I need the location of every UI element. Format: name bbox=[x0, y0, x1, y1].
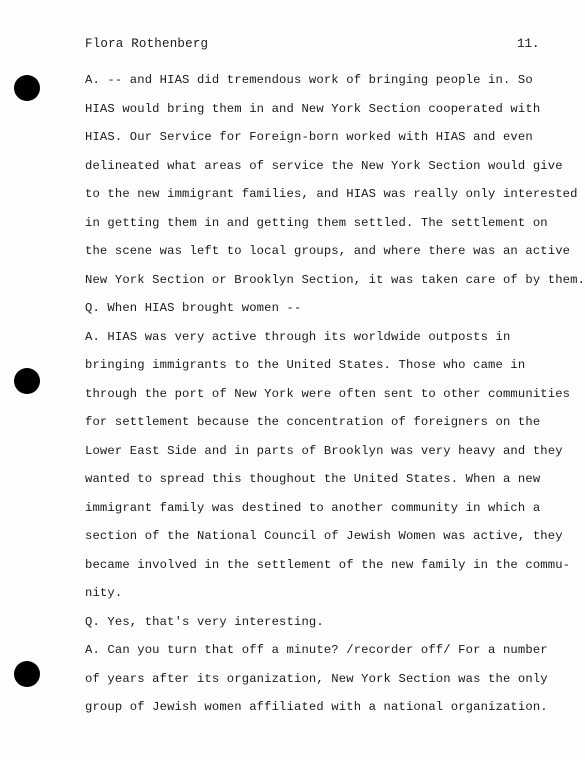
transcript-line: to the new immigrant families, and HIAS was really only interested bbox=[85, 187, 578, 201]
transcript-line: of years after its organization, New York Section was the only bbox=[85, 671, 548, 686]
transcript-line: became involved in the settlement of the new family in the commu- bbox=[85, 557, 571, 572]
transcript-line: delineated what areas of service the New York Section would give bbox=[85, 158, 563, 173]
transcript-line: A. -- and HIAS did tremendous work of bringing people in. So bbox=[85, 73, 533, 87]
transcript-line: bringing immigrants to the United States. Those who came in bbox=[85, 358, 526, 372]
transcript-line: A. HIAS was very active through its worldwide outposts in bbox=[85, 329, 511, 344]
transcript-line: wanted to spread this thoughout the United States. When a new bbox=[85, 472, 541, 486]
binder-hole-middle bbox=[14, 368, 40, 394]
transcript-line: A. Can you turn that off a minute? /recorder off/ For a number bbox=[85, 643, 548, 657]
transcript-line: through the port of New York were often sent to other communities bbox=[85, 386, 571, 401]
transcript-body bbox=[85, 66, 585, 722]
page-number: 11. bbox=[517, 37, 540, 51]
transcript-line: for settlement because the concentration of foreigners on the bbox=[85, 415, 541, 429]
transcript-line: Lower East Side and in parts of Brooklyn was very heavy and they bbox=[85, 443, 563, 458]
transcript-line: in getting them in and getting them settled. The settlement on bbox=[85, 215, 548, 230]
binder-hole-bottom bbox=[14, 661, 40, 687]
transcript-line: HIAS. Our Service for Foreign-born worked with HIAS and even bbox=[85, 130, 533, 144]
transcript-line: nity. bbox=[85, 586, 123, 600]
transcript-line: section of the National Council of Jewish Women was active, they bbox=[85, 529, 563, 543]
interviewee-name: Flora Rothenberg bbox=[85, 37, 209, 51]
transcript-line: the scene was left to local groups, and where there was an active bbox=[85, 244, 571, 258]
transcript-line: Q. When HIAS brought women -- bbox=[85, 301, 302, 315]
transcript-line: HIAS would bring them in and New York Section cooperated with bbox=[85, 101, 541, 116]
transcript-line: Q. Yes, that's very interesting. bbox=[85, 614, 324, 629]
transcript-line: New York Section or Brooklyn Section, it was taken care of by them. bbox=[85, 272, 585, 287]
binder-hole-top bbox=[14, 75, 40, 101]
transcript-line: immigrant family was destined to another community in which a bbox=[85, 500, 541, 515]
transcript-line: group of Jewish women affiliated with a national organization. bbox=[85, 700, 548, 714]
